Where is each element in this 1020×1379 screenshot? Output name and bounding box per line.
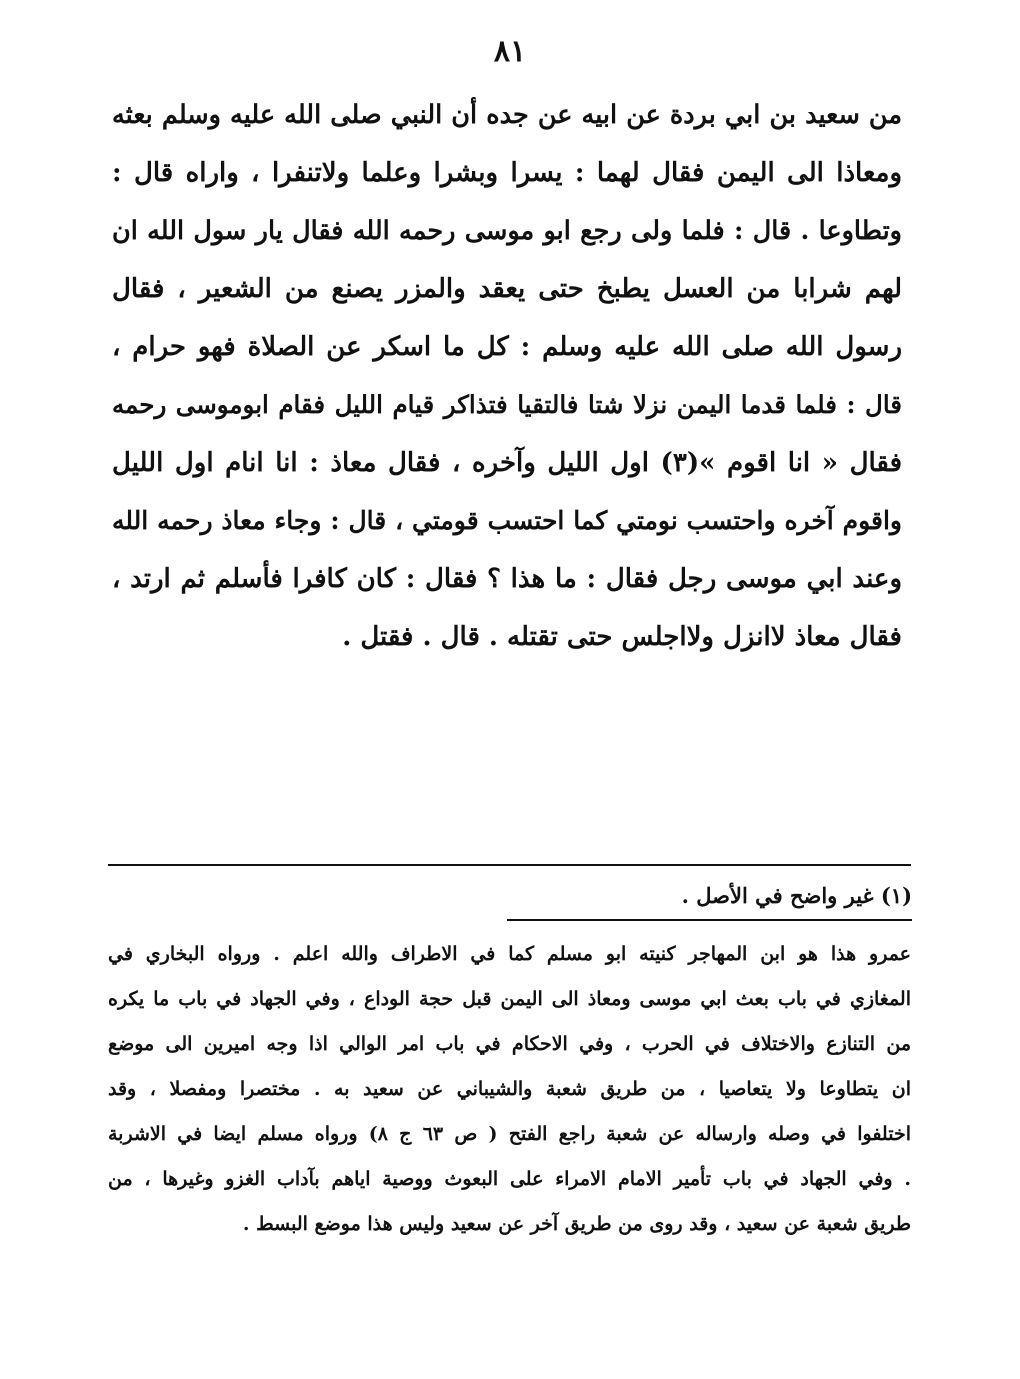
footnote-line: من التنازع والاختلاف في الحرب ، وفي الاحكام في باب امر الوالي اذا وجه اميرين الى موضع: [108, 1033, 911, 1055]
main-text-line: لهم شرابا من العسل يطبخ حتى يعقد والمزر يصنع من الشعير ، فقال: [112, 274, 902, 304]
main-text-line: فقال « انا اقوم »(٣) اول الليل وآخره ، فقال معاذ : انا انام اول الليل: [112, 448, 903, 478]
main-text-line: فقال معاذ لاانزل ولااجلس حتى تقتله . قال . فقتل .: [342, 622, 902, 652]
main-text-line: قال : فلما قدما اليمن نزلا شتا فالتقيا فتذاكر قيام الليل فقام ابوموسى رحمه: [112, 390, 902, 419]
footnote-heading: (١) غير واضح في الأصل .: [681, 883, 912, 908]
main-text-line: رسول الله صلى الله عليه وسلم : كل ما اسكر عن الصلاة فهو حرام ،: [112, 332, 902, 362]
footnote-separator: [108, 864, 911, 866]
footnote-heading-rule: [507, 919, 912, 921]
main-text-line: واقوم آخره واحتسب نومتي كما احتسب قومتي ، قال : وجاء معاذ رحمه الله: [112, 506, 902, 535]
footnote-line: اختلفوا في وصله وارساله عن شعبة راجع الفتح ( ص ٦٣ ج ٨) ورواه مسلم ايضا في الاشربة: [108, 1123, 911, 1145]
footnote-line: ان يتطاوعا ولا يتعاصيا ، من طريق شعبة والشيباني عن سعيد به . مختصرا ومفصلا ، وقد: [108, 1078, 911, 1100]
footnote-line: طريق شعبة عن سعيد ، وقد روى من طريق آخر عن سعيد وليس هذا موضع البسط .: [242, 1213, 911, 1235]
footnote-body: [108, 932, 911, 1247]
footnote-line: المغازي في باب بعث ابي موسى ومعاذ الى اليمن قبل حجة الوداع ، وفي الجهاد في باب ما يكره: [108, 988, 911, 1010]
footnote-line: . وفي الجهاد في باب تأمير الامام الامراء على البعوث ووصية اياهم بآداب الغزو وغيرها ، من: [108, 1168, 911, 1190]
main-text-block: [112, 86, 902, 666]
main-text-line: ومعاذا الى اليمن فقال لهما : يسرا وبشرا وعلما ولاتنفرا ، واراه قال :: [112, 158, 902, 188]
footnote-line: عمرو هذا هو ابن المهاجر كنيته ابو مسلم كما في الاطراف والله اعلم . ورواه البخاري في: [108, 943, 911, 965]
main-text-line: وعند ابي موسى رجل فقال : ما هذا ؟ فقال : كان كافرا فأسلم ثم ارتد ،: [112, 564, 902, 594]
page-number: ٨١: [493, 34, 527, 69]
main-text-line: وتطاوعا . قال : فلما ولى رجع ابو موسى رحمه الله فقال يار سول الله ان: [112, 216, 902, 246]
main-text-line: من سعيد بن ابي بردة عن ابيه عن جده أن النبي صلى الله عليه وسلم بعثه: [112, 100, 902, 130]
